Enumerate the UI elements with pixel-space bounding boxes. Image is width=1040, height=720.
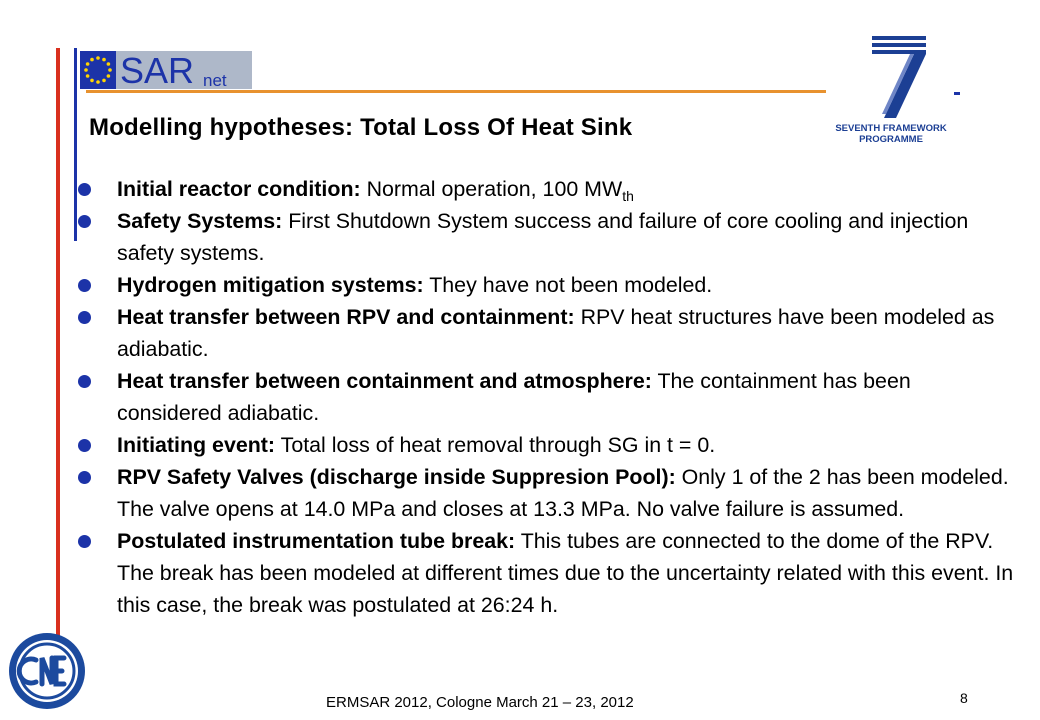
bullet-dot-icon [78,439,91,452]
svg-text:SAR: SAR [120,51,195,89]
bullet-dot-icon [78,279,91,292]
sarnet-logo [80,51,252,89]
fp7-caption: SEVENTH FRAMEWORK PROGRAMME [835,123,947,145]
bullet-dot-icon [78,311,91,324]
bullet-item-containment-atmosphere: Heat transfer between containment and atmosphere: The containment has been considered adiabatic. [78,365,1018,429]
bullet-dot-icon [78,215,91,228]
bullet-item-initiating-event: Initiating event: Total loss of heat removal through SG in t = 0. [78,429,1018,461]
bullet-item-initial-condition: Initial reactor condition: Normal operation, 100 $MW_{th}$ [78,173,1018,205]
bullet-item-rpv-containment: Heat transfer between RPV and containment: RPV heat structures have been modeled as adiabatic. [78,301,1018,365]
bullet-dot-icon [78,535,91,548]
bullet-item-hydrogen-mitigation: Hydrogen mitigation systems: They have not been modeled. [78,269,1018,301]
svg-text:net: net [203,71,227,89]
slide-title: Modelling hypotheses: Total Loss Of Heat Sink [89,114,633,141]
bullet-item-tube-break: Postulated instrumentation tube break: This tubes are connected to the dome of the RPV. The break has been modeled at different times due to the uncertainty related with this event. In this case, the break was postulated at 26:24 h. [78,525,1018,621]
cnea-logo [6,630,88,712]
title-orange-rule [86,90,826,93]
left-red-rule [56,48,60,648]
footer-text: ERMSAR 2012, Cologne March 21 – 23, 2012 [326,694,634,711]
bullet-item-safety-systems: Safety Systems: First Shutdown System success and failure of core cooling and injection safety systems. [78,205,1018,269]
page-number: 8 [960,690,968,706]
bullet-dot-icon [78,183,91,196]
left-blue-rule [74,48,77,241]
bullet-item-safety-valves: RPV Safety Valves (discharge inside Suppresion Pool): Only 1 of the 2 has been modeled. The valve opens at 14.0 MPa and closes at 13.3 MPa. No valve failure is assumed. [78,461,1018,525]
fp7-logo [826,30,956,160]
bullet-list [78,173,1018,621]
bullet-dot-icon [78,375,91,388]
bullet-dot-icon [78,471,91,484]
